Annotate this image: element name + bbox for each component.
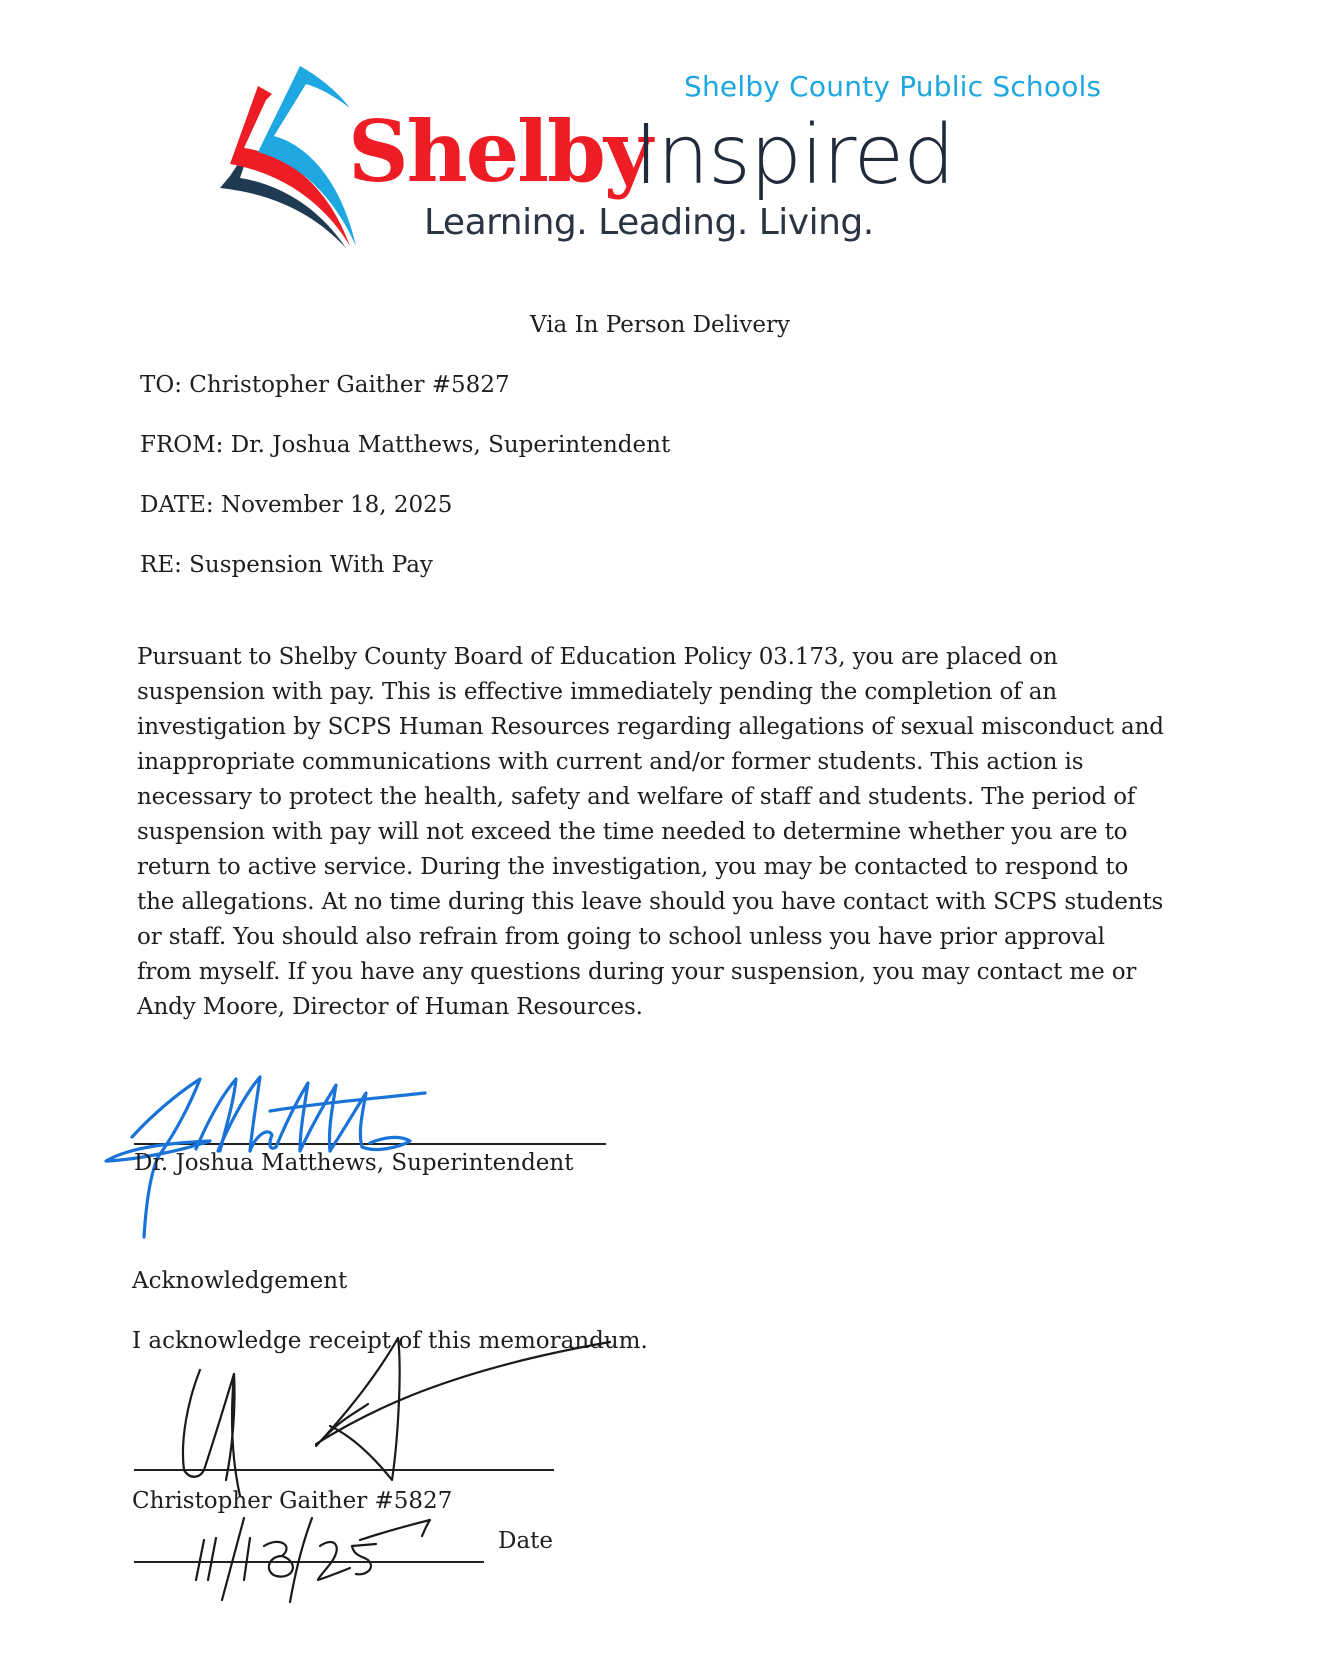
body-line: or staff. You should also refrain from going to school unless you have prior approval bbox=[137, 924, 1105, 950]
memo-subject: RE: Suspension With Pay bbox=[140, 552, 433, 578]
body-line: the allegations. At no time during this leave should you have contact with SCPS students bbox=[137, 889, 1164, 915]
memo-to: TO: Christopher Gaither #5827 bbox=[140, 372, 510, 398]
brand-shelby: Shelby bbox=[348, 102, 651, 201]
brand-tagline: Learning. Leading. Living. bbox=[424, 202, 874, 243]
body-line: from myself. If you have any questions during your suspension, you may contact me or bbox=[137, 959, 1137, 985]
body-line: necessary to protect the health, safety and welfare of staff and students. The period of bbox=[137, 784, 1136, 810]
district-name: Shelby County Public Schools bbox=[684, 70, 1102, 103]
body-line: suspension with pay will not exceed the time needed to determine whether you are to bbox=[137, 819, 1128, 845]
brand-inspired: Inspired bbox=[634, 108, 955, 203]
body-line: inappropriate communications with current and/or former students. This action is bbox=[137, 749, 1084, 775]
memo-from: FROM: Dr. Joshua Matthews, Superintendent bbox=[140, 432, 671, 458]
open-book-icon bbox=[218, 66, 368, 251]
memo-body bbox=[137, 640, 1164, 1025]
letterhead-logo bbox=[218, 58, 1102, 258]
superintendent-name: Dr. Joshua Matthews, Superintendent bbox=[134, 1150, 574, 1176]
acknowledgement-statement: I acknowledge receipt of this memorandum. bbox=[132, 1328, 648, 1354]
handwritten-date bbox=[190, 1510, 490, 1610]
date-label: Date bbox=[498, 1528, 554, 1554]
employee-signature bbox=[170, 1330, 570, 1510]
employee-name: Christopher Gaither #5827 bbox=[132, 1488, 453, 1514]
body-line: return to active service. During the investigation, you may be contacted to respond to bbox=[137, 854, 1129, 880]
body-line: Andy Moore, Director of Human Resources. bbox=[137, 994, 643, 1020]
body-line: Pursuant to Shelby County Board of Education Policy 03.173, you are placed on bbox=[137, 644, 1058, 670]
memo-date: DATE: November 18, 2025 bbox=[140, 492, 453, 518]
body-line: suspension with pay. This is effective immediately pending the completion of an bbox=[137, 679, 1057, 705]
acknowledgement-heading: Acknowledgement bbox=[132, 1268, 348, 1294]
delivery-method: Via In Person Delivery bbox=[530, 312, 790, 338]
body-line: investigation by SCPS Human Resources regarding allegations of sexual misconduct and bbox=[137, 714, 1164, 740]
